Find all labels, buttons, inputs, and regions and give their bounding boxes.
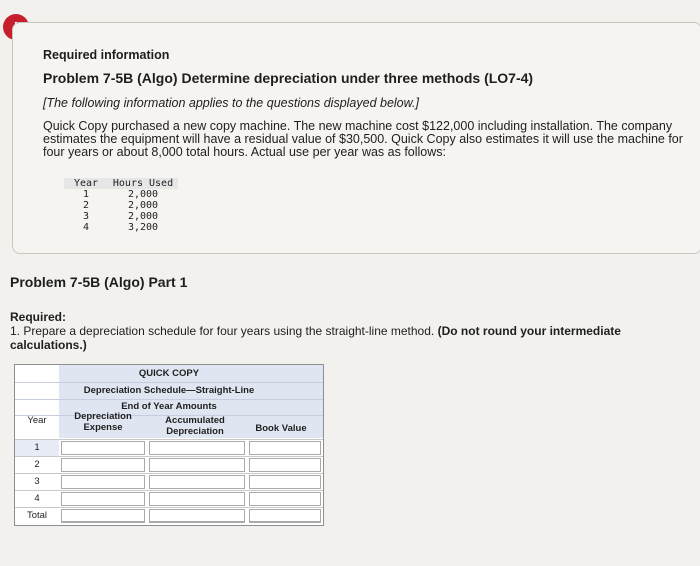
hours-table-year: 2 — [82, 200, 90, 211]
hours-table-header-year: Year — [64, 178, 108, 189]
instruction-text: 1. Prepare a depreciation schedule for four years using the straight-line method. — [10, 324, 435, 338]
part-title: Problem 7-5B (Algo) Part 1 — [10, 274, 188, 290]
schedule-row-year: Total — [26, 510, 48, 521]
instruction — [10, 324, 700, 352]
book-value-input[interactable] — [249, 475, 321, 489]
table-row — [15, 490, 323, 507]
hours-table-year: 1 — [82, 189, 90, 200]
schedule-row-year: 3 — [34, 476, 40, 487]
dep-expense-input[interactable] — [61, 509, 145, 523]
hours-table-hours: 2,000 — [127, 189, 159, 200]
dep-expense-input[interactable] — [61, 492, 145, 506]
table-row — [64, 222, 178, 233]
hours-table-year: 4 — [82, 222, 90, 233]
hours-table-year: 3 — [82, 211, 90, 222]
schedule-col-book-value: Book Value — [255, 423, 307, 434]
dep-expense-input[interactable] — [61, 458, 145, 472]
acc-dep-input[interactable] — [149, 441, 245, 455]
table-row — [64, 189, 178, 200]
table-row — [64, 211, 178, 222]
schedule-col-acc-dep: Accumulated Depreciation — [165, 415, 225, 437]
schedule-row-year: 2 — [34, 459, 40, 470]
acc-dep-input[interactable] — [149, 458, 245, 472]
dep-expense-input[interactable] — [61, 475, 145, 489]
book-value-input[interactable] — [249, 492, 321, 506]
table-row — [15, 439, 323, 456]
schedule-title: Depreciation Schedule—Straight-Line — [15, 383, 323, 400]
book-value-input[interactable] — [249, 509, 321, 523]
book-value-input[interactable] — [249, 458, 321, 472]
table-row-total — [15, 507, 323, 524]
hours-table-hours: 3,200 — [127, 222, 159, 233]
table-row — [64, 200, 178, 211]
hours-used-table — [64, 178, 178, 233]
info-note: [The following information applies to the questions displayed below.] — [43, 96, 419, 110]
schedule-subtitle: End of Year Amounts — [15, 400, 323, 416]
table-row — [15, 473, 323, 490]
dep-expense-input[interactable] — [61, 441, 145, 455]
hours-table-header-hours: Hours Used — [108, 178, 178, 189]
instruction-bold-note: (Do not round your intermediate calculations.) — [10, 324, 621, 352]
book-value-input[interactable] — [249, 441, 321, 455]
hours-table-hours: 2,000 — [127, 211, 159, 222]
required-label: Required: — [10, 310, 67, 324]
acc-dep-input[interactable] — [149, 509, 245, 523]
schedule-col-year: Year — [27, 415, 47, 426]
problem-description: Quick Copy purchased a new copy machine. The new machine cost $122,000 including installation. The company estimates the equipment will have a residual value of $30,500. Quick Copy also estimates it will use the machine for four years or about 8,000 total hours. Actual use per year was as follows: — [43, 119, 683, 159]
hours-table-hours: 2,000 — [127, 200, 159, 211]
schedule-col-dep-expense: Depreciation Expense — [74, 411, 132, 433]
schedule-company: QUICK COPY — [15, 367, 323, 383]
problem-title: Problem 7-5B (Algo) Determine depreciation under three methods (LO7-4) — [43, 70, 534, 86]
acc-dep-input[interactable] — [149, 475, 245, 489]
table-row — [15, 456, 323, 473]
acc-dep-input[interactable] — [149, 492, 245, 506]
required-information-label: Required information — [43, 48, 170, 62]
depreciation-schedule-table — [14, 364, 324, 526]
schedule-row-year: 4 — [34, 493, 40, 504]
schedule-row-year: 1 — [15, 440, 59, 456]
